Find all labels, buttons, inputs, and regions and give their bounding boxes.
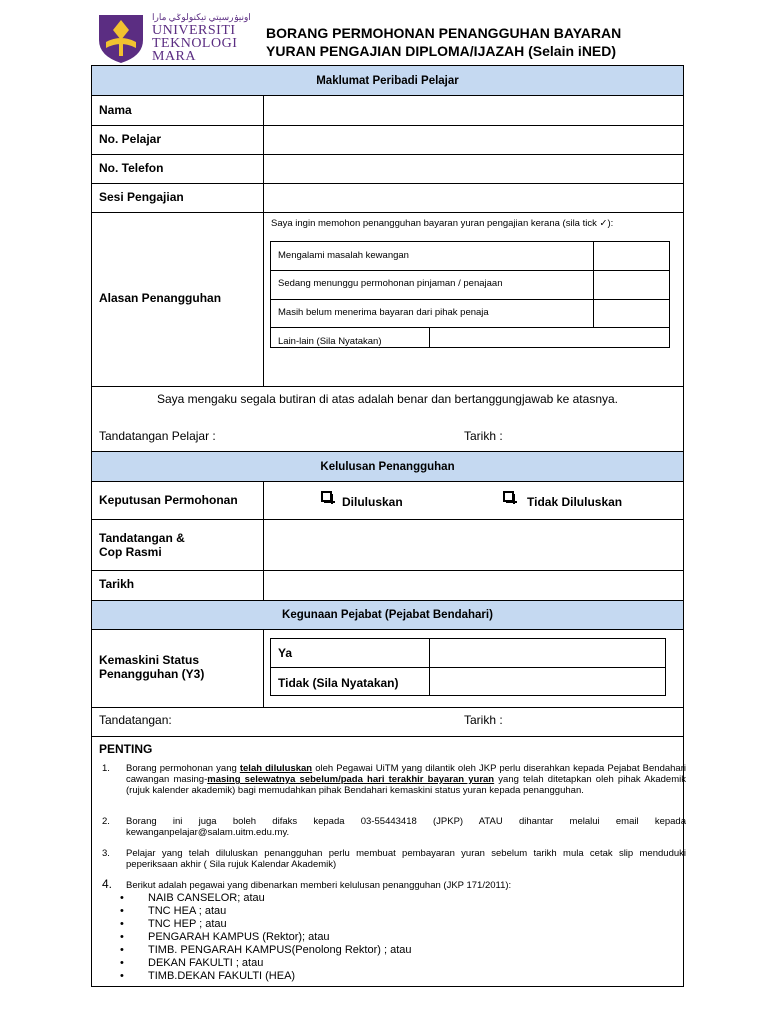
label-kemaskini-status bbox=[99, 653, 204, 681]
bullet-icon: • bbox=[120, 970, 124, 982]
label-tarikh: Tarikh bbox=[99, 577, 135, 591]
column-divider bbox=[263, 630, 264, 707]
note-item-3 bbox=[102, 848, 685, 872]
status-table bbox=[270, 638, 666, 696]
notes-heading: PENTING bbox=[99, 742, 153, 756]
label-alasan: Alasan Penangguhan bbox=[99, 291, 222, 305]
student-date-label: Tarikh : bbox=[464, 429, 503, 443]
bullet-icon: • bbox=[120, 905, 124, 917]
reason-table bbox=[270, 241, 670, 348]
row-divider bbox=[92, 707, 683, 708]
note-1-deadline: masing selewatnya sebelum/pada hari terakhir bayaran yuran bbox=[207, 774, 495, 785]
reason-3-tick-box[interactable] bbox=[594, 300, 670, 327]
label-tandatangan-cop bbox=[99, 531, 185, 559]
section-header-office: Kegunaan Pejabat (Pejabat Bendahari) bbox=[92, 600, 683, 630]
official-signature-field[interactable] bbox=[264, 520, 684, 570]
officer-text: NAIB CANSELOR; atau bbox=[148, 892, 265, 904]
label-nama: Nama bbox=[99, 103, 132, 117]
label-tandatangan-line: Tandatangan & bbox=[99, 531, 185, 545]
label-keputusan: Keputusan Permohonan bbox=[99, 493, 238, 507]
note-4-number: 4. bbox=[102, 877, 113, 891]
note-1-number: 1. bbox=[102, 763, 110, 774]
reason-4: Lain-lain (Sila Nyatakan) bbox=[278, 336, 382, 347]
row-divider bbox=[92, 736, 683, 737]
reason-other-field[interactable] bbox=[430, 328, 670, 348]
section-header-personal: Maklumat Peribadi Pelajar bbox=[92, 66, 683, 96]
sesi-pengajian-field[interactable] bbox=[264, 184, 684, 212]
note-1-part-c: oleh Pegawai UiTM yang dilantik oleh JKP perlu diserahkan kepada Pejabat Bendahari cawangan masing- bbox=[126, 763, 686, 785]
nama-field[interactable] bbox=[264, 96, 684, 125]
note-1-part-e: yang telah ditetapkan oleh pihak Akademik (rujuk kalender akademik) bagi memudahkan pihak Bendahari kemaskini status yuran kepada penangguhan. bbox=[126, 774, 686, 796]
label-no-pelajar: No. Pelajar bbox=[99, 132, 162, 146]
rejected-label: Tidak Diluluskan bbox=[527, 495, 623, 509]
form-title bbox=[266, 24, 621, 60]
reason-1: Mengalami masalah kewangan bbox=[278, 250, 409, 261]
reason-2: Sedang menunggu permohonan pinjaman / penajaan bbox=[278, 278, 503, 289]
status-yes-label: Ya bbox=[278, 646, 293, 660]
reason-2-tick-box[interactable] bbox=[594, 271, 670, 299]
note-1-emphasis: telah diluluskan bbox=[239, 763, 313, 774]
note-item-1 bbox=[102, 763, 685, 807]
officer-text: TIMB. PENGARAH KAMPUS(Penolong Rektor) ; atau bbox=[148, 944, 412, 956]
row-divider bbox=[92, 212, 683, 213]
officer-text: TNC HEA ; atau bbox=[148, 905, 227, 917]
note-4-text: Berikut adalah pegawai yang dibenarkan memberi kelulusan penangguhan (JKP 171/2011): bbox=[126, 880, 512, 891]
bullet-icon: • bbox=[120, 918, 124, 930]
officer-text: TIMB.DEKAN FAKULTI (HEA) bbox=[148, 970, 296, 982]
reason-intro: Saya ingin memohon penangguhan bayaran yuran pengajian kerana (sila tick ✓): bbox=[271, 218, 614, 229]
label-penangguhan-line: Penangguhan (Y3) bbox=[99, 667, 205, 681]
status-no-label: Tidak (Sila Nyatakan) bbox=[278, 676, 399, 690]
officer-text: TNC HEP ; atau bbox=[148, 918, 227, 930]
uitm-logo-icon bbox=[96, 12, 146, 64]
bullet-icon: • bbox=[120, 944, 124, 956]
note-3-text: Pelajar yang telah diluluskan penangguhan perlu membuat pembayaran yuran sebelum tarikh mula cetak slip menduduki peperiksaan akhir ( Sila rujuk Kalendar Akademik) bbox=[126, 848, 686, 870]
application-form bbox=[91, 65, 684, 987]
bullet-icon: • bbox=[120, 892, 124, 904]
row-divider bbox=[92, 386, 683, 387]
title-line-2: YURAN PENGAJIAN DIPLOMA/IJAZAH (Selain iNED) bbox=[266, 43, 617, 59]
approved-label: Diluluskan bbox=[342, 495, 403, 509]
status-no-field[interactable] bbox=[430, 668, 666, 695]
logo-line-2: TEKNOLOGI bbox=[152, 36, 238, 51]
student-signature-label: Tandatangan Pelajar : bbox=[99, 429, 216, 443]
status-yes-field[interactable] bbox=[430, 639, 666, 667]
checkbox-rejected-icon[interactable] bbox=[503, 491, 514, 502]
checkbox-approved-icon[interactable] bbox=[321, 491, 332, 502]
label-no-telefon: No. Telefon bbox=[99, 161, 164, 175]
note-2-text: Borang ini juga boleh difaks kepada 03-55443418 (JPKP) ATAU dihantar melalui email kepada kewanganpelajar@salam.uitm.edu.my. bbox=[126, 816, 686, 838]
note-3-number: 3. bbox=[102, 848, 110, 859]
officer-text: DEKAN FAKULTI ; atau bbox=[148, 957, 264, 969]
note-1-part-a: Borang permohonan yang bbox=[126, 763, 240, 774]
no-pelajar-field[interactable] bbox=[264, 126, 684, 154]
bullet-icon: • bbox=[120, 931, 124, 943]
no-telefon-field[interactable] bbox=[264, 155, 684, 183]
officer-text: PENGARAH KAMPUS (Rektor); atau bbox=[148, 931, 330, 943]
note-item-2 bbox=[102, 816, 685, 840]
note-2-number: 2. bbox=[102, 816, 110, 827]
section-header-approval: Kelulusan Penangguhan bbox=[92, 451, 683, 482]
declaration-text: Saya mengaku segala butiran di atas adalah benar dan bertanggungjawab ke atasnya. bbox=[157, 392, 618, 406]
logo-line-1: UNIVERSITI bbox=[152, 23, 236, 38]
note-1-text bbox=[126, 763, 686, 796]
office-signature-label: Tandatangan: bbox=[99, 713, 172, 727]
bullet-icon: • bbox=[120, 957, 124, 969]
logo-jawi-text: اونيۏرسيتي تيكنولوݢي مارا bbox=[152, 12, 251, 22]
office-date-label: Tarikh : bbox=[464, 713, 503, 727]
uitm-wordmark bbox=[152, 12, 252, 63]
logo-line-3: MARA bbox=[152, 49, 197, 64]
reason-3: Masih belum menerima bayaran dari pihak penaja bbox=[278, 307, 489, 318]
title-line-1: BORANG PERMOHONAN PENANGGUHAN BAYARAN bbox=[266, 25, 622, 41]
approval-date-field[interactable] bbox=[264, 571, 684, 600]
label-kemaskini-line: Kemaskini Status bbox=[99, 653, 200, 667]
label-sesi-pengajian: Sesi Pengajian bbox=[99, 190, 184, 204]
label-cop-line: Cop Rasmi bbox=[99, 545, 162, 559]
reason-1-tick-box[interactable] bbox=[594, 242, 670, 270]
